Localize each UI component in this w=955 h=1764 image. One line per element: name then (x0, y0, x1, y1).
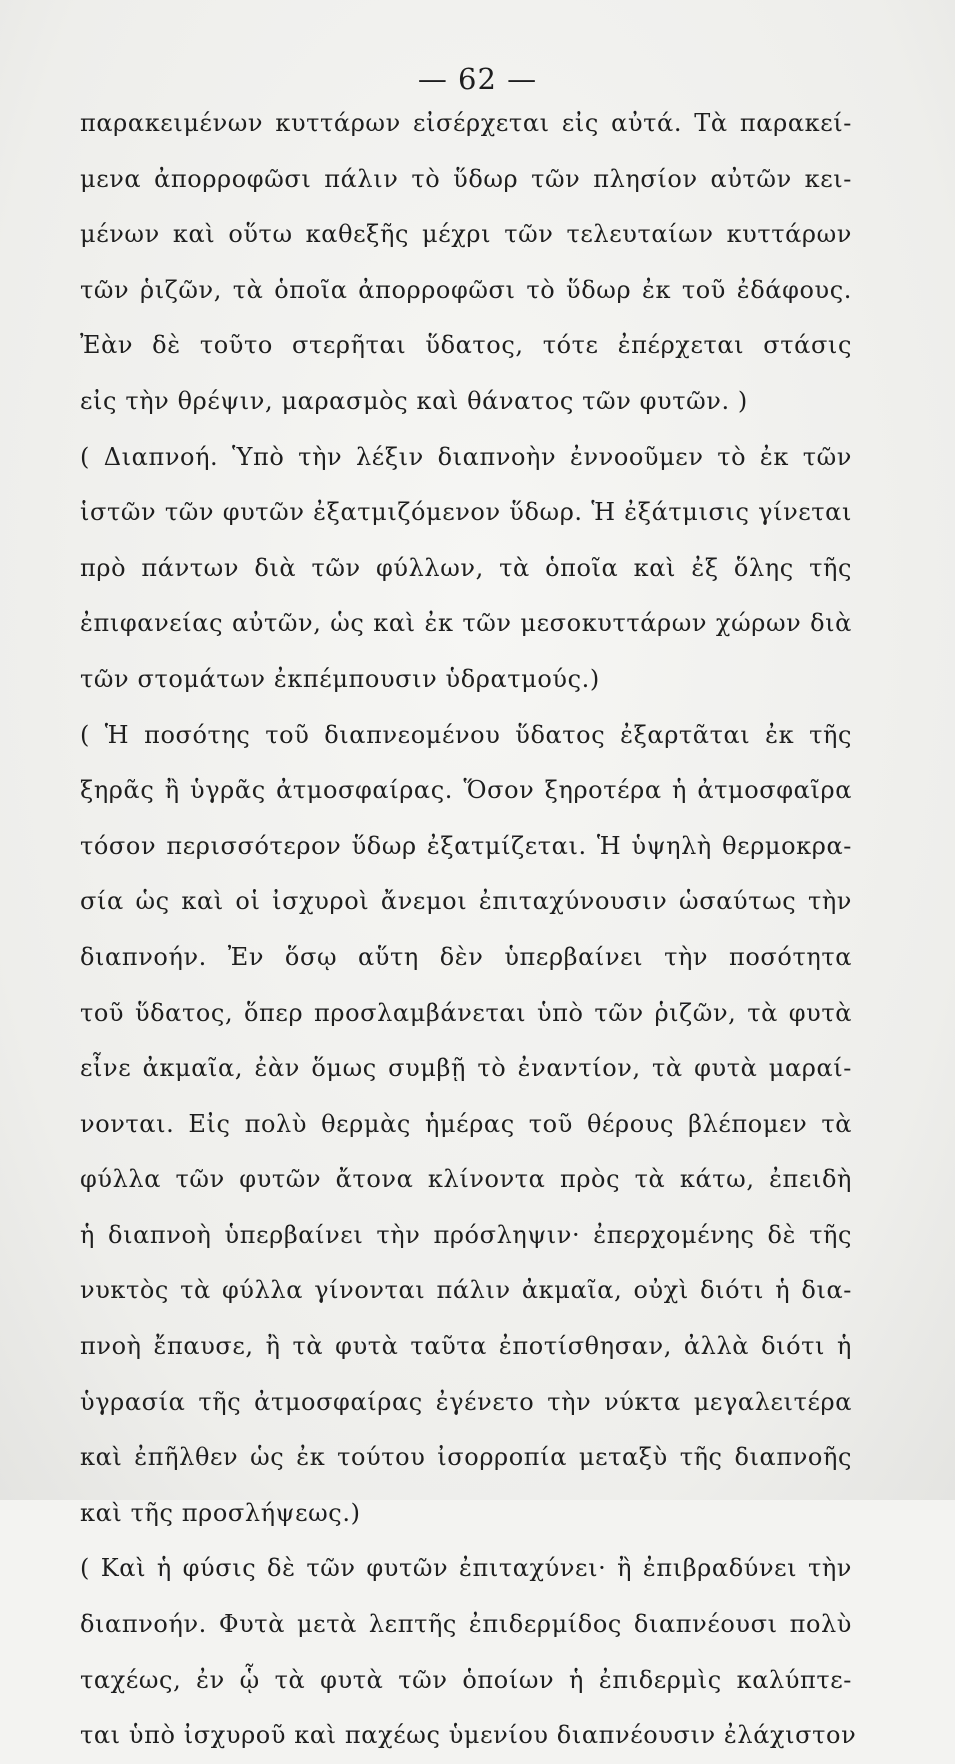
text-line: φύλλα τῶν φυτῶν ἄτονα κλίνοντα πρὸς τὰ κάτω, ἐπειδὴ (80, 1165, 852, 1194)
text-line: ται ὑπὸ ἰσχυροῦ καὶ παχέως ὑμενίου διαπνέουσιν ἐλάχιστον (80, 1721, 857, 1750)
text-line: νονται. Εἰς πολὺ θερμὰς ἡμέρας τοῦ θέρους βλέπομεν τὰ (80, 1109, 852, 1138)
text-line: ἱστῶν τῶν φυτῶν ἐξατμιζόμενον ὕδωρ. Ἡ ἐξάτμισις γίνεται (80, 498, 852, 527)
text-line: μένων καὶ οὕτω καθεξῆς μέχρι τῶν τελευταίων κυττάρων (80, 220, 852, 249)
text-line: σία ὡς καὶ οἱ ἰσχυροὶ ἄνεμοι ἐπιταχύνουσιν ὡσαύτως τὴν (80, 887, 852, 916)
text-line: παρακειμένων κυττάρων εἰσέρχεται εἰς αὐτά. Τὰ παρακεί- (80, 109, 852, 137)
text-line: καὶ ἐπῆλθεν ὡς ἐκ τούτου ἰσορροπία μεταξὺ τῆς διαπνοῆς (80, 1443, 852, 1472)
text-line: τῶν στομάτων ἐκπέμπουσιν ὑδρατμούς.) (80, 664, 600, 693)
text-line: τῶν ῥιζῶν, τὰ ὁποῖα ἀπορροφῶσι τὸ ὕδωρ ἐκ τοῦ ἐδάφους. (80, 275, 852, 304)
text-line: μενα ἀπορροφῶσι πάλιν τὸ ὕδωρ τῶν πλησίον αὐτῶν κει- (80, 164, 852, 193)
text-line: ἡ διαπνοὴ ὑπερβαίνει τὴν πρόσληψιν· ἐπερχομένης δὲ τῆς (80, 1220, 852, 1249)
text-line: ( Καὶ ἡ φύσις δὲ τῶν φυτῶν ἐπιταχύνει· ἢ ἐπιβραδύνει τὴν (80, 1554, 852, 1583)
text-line: ξηρᾶς ἢ ὑγρᾶς ἀτμοσφαίρας. Ὅσον ξηροτέρα ἡ ἀτμοσφαῖρα (80, 776, 852, 805)
text-line: ὑγρασία τῆς ἀτμοσφαίρας ἐγένετο τὴν νύκτα μεγαλειτέρα (80, 1387, 852, 1416)
text-line: πνοὴ ἔπαυσε, ἢ τὰ φυτὰ ταῦτα ἐποτίσθησαν, ἀλλὰ διότι ἡ (80, 1332, 852, 1361)
text-line: ( Ἡ ποσότης τοῦ διαπνεομένου ὕδατος ἐξαρτᾶται ἐκ τῆς (80, 720, 852, 749)
text-line: τόσον περισσότερον ὕδωρ ἐξατμίζεται. Ἡ ὑψηλὴ θερμοκρα- (80, 831, 852, 860)
text-line: ταχέως, ἐν ᾧ τὰ φυτὰ τῶν ὁποίων ἡ ἐπιδερμὶς καλύπτε- (80, 1665, 852, 1694)
text-line: διαπνοήν. Φυτὰ μετὰ λεπτῆς ἐπιδερμίδος διαπνέουσι πολὺ (80, 1610, 852, 1639)
text-line: τοῦ ὕδατος, ὅπερ προσλαμβάνεται ὑπὸ τῶν ῥιζῶν, τὰ φυτὰ (80, 998, 852, 1027)
text-line: νυκτὸς τὰ φύλλα γίνονται πάλιν ἀκμαῖα, οὐχὶ διότι ἡ δια- (80, 1276, 852, 1305)
text-line: Ἐὰν δὲ τοῦτο στερῆται ὕδατος, τότε ἐπέρχεται στάσις (80, 331, 852, 360)
page-number: — 62 — (417, 62, 538, 96)
body-text (80, 96, 857, 1764)
text-line: εἶνε ἀκμαῖα, ἐὰν ὅμως συμβῇ τὸ ἐναντίον, τὰ φυτὰ μαραί- (80, 1054, 852, 1083)
text-line: εἰς τὴν θρέψιν, μαρασμὸς καὶ θάνατος τῶν φυτῶν. ) (80, 386, 748, 415)
text-line: ( Διαπνοή. Ὑπὸ τὴν λέξιν διαπνοὴν ἐννοοῦμεν τὸ ἐκ τῶν (80, 442, 852, 471)
text-line: διαπνοήν. Ἐν ὅσῳ αὕτη δὲν ὑπερβαίνει τὴν ποσότητα (80, 942, 852, 971)
text-line: καὶ τῆς προσλήψεως.) (80, 1498, 361, 1527)
text-line: πρὸ πάντων διὰ τῶν φύλλων, τὰ ὁποῖα καὶ ἐξ ὅλης τῆς (80, 553, 852, 582)
text-line: ἐπιφανείας αὐτῶν, ὡς καὶ ἐκ τῶν μεσοκυττάρων χώρων διὰ (80, 609, 852, 638)
